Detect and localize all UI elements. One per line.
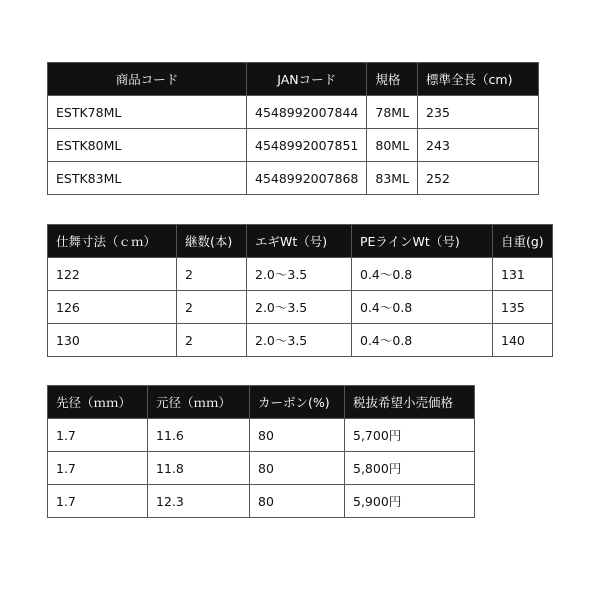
table-row — [48, 96, 539, 129]
table-row — [48, 452, 475, 485]
cell-carbon: 80 — [250, 485, 345, 518]
cell-self-weight: 135 — [493, 291, 553, 324]
cell-carbon: 80 — [250, 419, 345, 452]
header-tip-diameter: 先径（ｍｍ） — [48, 386, 148, 419]
header-spec: 規格 — [367, 63, 418, 96]
cell-tip-diameter: 1.7 — [48, 452, 148, 485]
cell-product-code: ESTK83ML — [48, 162, 247, 195]
cell-product-code: ESTK80ML — [48, 129, 247, 162]
cell-sections: 2 — [177, 324, 247, 357]
cell-pe-line: 0.4〜0.8 — [352, 291, 493, 324]
cell-tip-diameter: 1.7 — [48, 419, 148, 452]
cell-tip-diameter: 1.7 — [48, 485, 148, 518]
table-row — [48, 258, 553, 291]
header-retail-price: 税抜希望小売価格 — [345, 386, 475, 419]
table-row — [48, 419, 475, 452]
header-pe-line: PEラインWt（号) — [352, 225, 493, 258]
cell-egi-weight: 2.0〜3.5 — [247, 291, 352, 324]
table-row — [48, 162, 539, 195]
cell-length: 252 — [418, 162, 539, 195]
cell-base-diameter: 12.3 — [148, 485, 250, 518]
cell-egi-weight: 2.0〜3.5 — [247, 258, 352, 291]
table-row — [48, 324, 553, 357]
table-row — [48, 291, 553, 324]
header-self-weight: 自重(g) — [493, 225, 553, 258]
table-row — [48, 485, 475, 518]
header-base-diameter: 元径（ｍｍ） — [148, 386, 250, 419]
header-standard-length: 標準全長（cm) — [418, 63, 539, 96]
cell-spec: 83ML — [367, 162, 418, 195]
header-row — [48, 63, 539, 96]
cell-carbon: 80 — [250, 452, 345, 485]
table-row — [48, 129, 539, 162]
cell-sections: 2 — [177, 291, 247, 324]
cell-closed-length: 126 — [48, 291, 177, 324]
cell-pe-line: 0.4〜0.8 — [352, 324, 493, 357]
header-sections: 継数(本) — [177, 225, 247, 258]
cell-self-weight: 131 — [493, 258, 553, 291]
header-row — [48, 386, 475, 419]
spec-table-product-codes — [47, 62, 539, 195]
cell-base-diameter: 11.6 — [148, 419, 250, 452]
cell-retail-price: 5,900円 — [345, 485, 475, 518]
cell-spec: 78ML — [367, 96, 418, 129]
cell-sections: 2 — [177, 258, 247, 291]
header-closed-length: 仕舞寸法（ｃｍ） — [48, 225, 177, 258]
spec-table-dimensions — [47, 224, 553, 357]
cell-closed-length: 130 — [48, 324, 177, 357]
header-product-code: 商品コード — [48, 63, 247, 96]
cell-self-weight: 140 — [493, 324, 553, 357]
cell-jan-code: 4548992007868 — [247, 162, 367, 195]
cell-length: 243 — [418, 129, 539, 162]
cell-base-diameter: 11.8 — [148, 452, 250, 485]
cell-egi-weight: 2.0〜3.5 — [247, 324, 352, 357]
header-carbon: カーボン(%) — [250, 386, 345, 419]
cell-retail-price: 5,700円 — [345, 419, 475, 452]
cell-jan-code: 4548992007851 — [247, 129, 367, 162]
cell-product-code: ESTK78ML — [48, 96, 247, 129]
header-jan-code: JANコード — [247, 63, 367, 96]
cell-jan-code: 4548992007844 — [247, 96, 367, 129]
header-egi-weight: エギWt（号) — [247, 225, 352, 258]
cell-spec: 80ML — [367, 129, 418, 162]
cell-length: 235 — [418, 96, 539, 129]
cell-retail-price: 5,800円 — [345, 452, 475, 485]
spec-table-diameter-price — [47, 385, 475, 518]
cell-closed-length: 122 — [48, 258, 177, 291]
cell-pe-line: 0.4〜0.8 — [352, 258, 493, 291]
header-row — [48, 225, 553, 258]
